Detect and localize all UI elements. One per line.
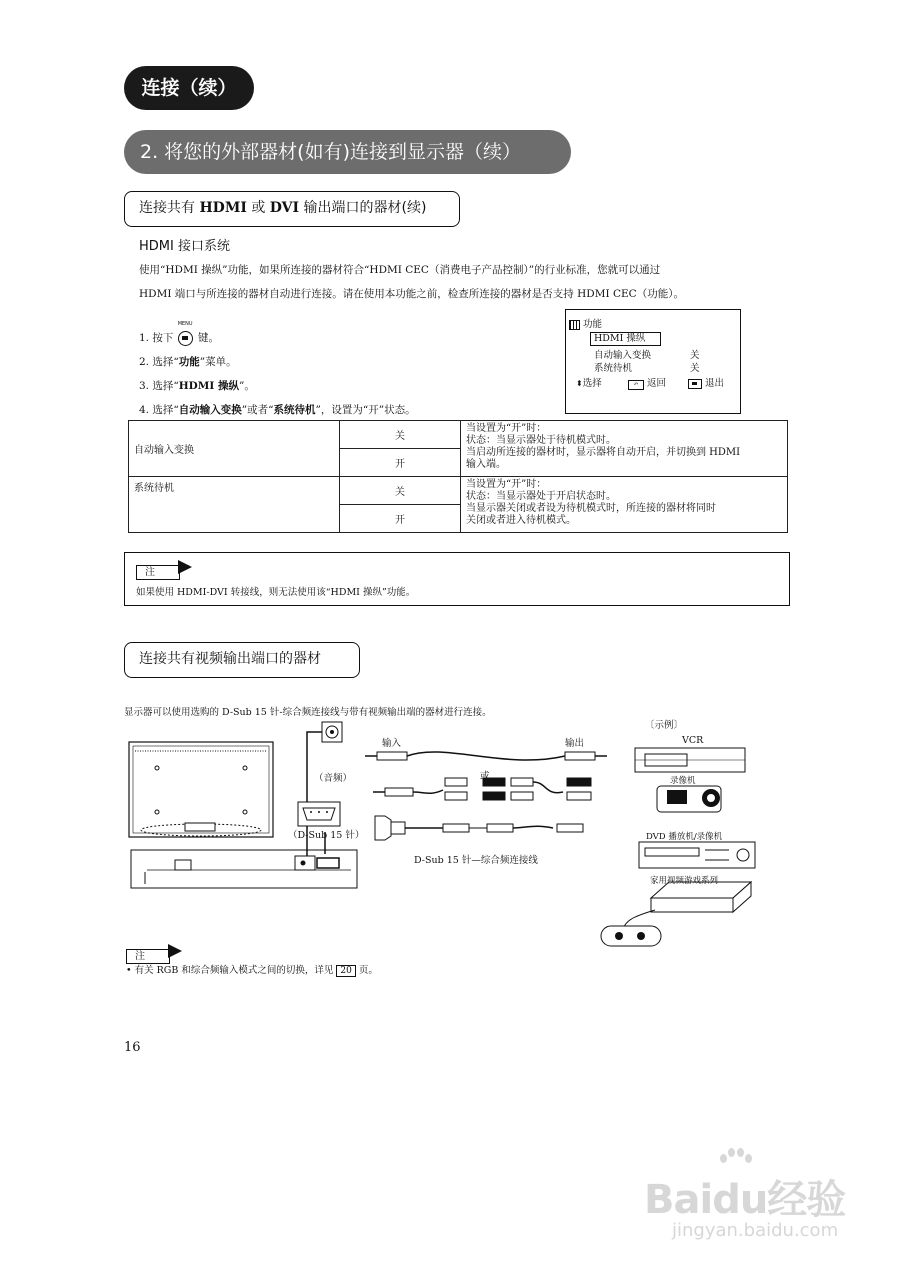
nav-select-label: 选择 xyxy=(582,378,602,389)
step-3-text-post: ”。 xyxy=(238,380,255,392)
example-label: 〔示例〕 xyxy=(645,720,684,731)
step-2 xyxy=(139,354,237,369)
osd-menu-illustration xyxy=(565,309,741,414)
rgb-note xyxy=(126,962,378,977)
step-3-text: 3. 选择“ xyxy=(139,380,179,392)
menu-selected-item: HDMI 操纵 xyxy=(590,332,661,346)
hdmi-note-box xyxy=(124,552,790,606)
heading-hdmi: HDMI xyxy=(199,200,247,216)
output-label: 输出 xyxy=(565,738,585,749)
table-row-2-on: 开 xyxy=(340,505,461,533)
table-row-1-name: 自动输入变换 xyxy=(129,421,340,477)
r1-desc-2: 状态：当显示器处于待机模式时。 xyxy=(466,435,616,446)
menu-key-label: MENU xyxy=(177,321,193,327)
note-tag-1 xyxy=(136,560,180,580)
camcorder-icon xyxy=(657,786,721,812)
r1-desc-4: 输入端。 xyxy=(466,459,506,470)
r2-desc-2: 状态：当显示器处于开启状态时。 xyxy=(466,491,616,502)
return-icon: ↶ xyxy=(628,380,644,390)
input-label: 输入 xyxy=(382,738,402,749)
cable-label: D-Sub 15 针—综合频连接线 xyxy=(414,855,538,866)
menu-row-1-value: 关 xyxy=(690,350,700,361)
step-1-text: 1. 按下 xyxy=(139,332,174,344)
step-4-bold-1: 自动输入变换 xyxy=(178,404,242,416)
step-3-bold: HDMI 操纵 xyxy=(178,380,239,392)
dvd-player-icon xyxy=(639,842,755,868)
r2-desc-1: 当设置为“开”时： xyxy=(466,479,547,490)
table-row-2-name: 系统待机 xyxy=(129,477,340,533)
heading-text-mid: 或 xyxy=(246,200,270,216)
camcorder-label: 录像机 xyxy=(670,776,696,786)
game-console-icon xyxy=(601,882,751,946)
step-1-text-post: 键。 xyxy=(198,332,220,344)
note-text: 如果使用 HDMI-DVI 转接线，则无法使用该“HDMI 操纵”功能。 xyxy=(136,587,416,598)
hdmi-subtitle: HDMI 接口系统 xyxy=(139,239,230,254)
note-arrow-2-icon xyxy=(168,944,182,958)
baidu-paw-icon xyxy=(720,1148,750,1174)
rgb-note-text: • 有关 RGB 和综合频输入模式之间的切换，详见 xyxy=(126,965,334,976)
table-row-1-off: 关 xyxy=(340,421,461,449)
table-row-2-description xyxy=(461,477,788,533)
updown-arrow-icon: ⬍ xyxy=(576,379,583,388)
monitor-bottom-panel-icon xyxy=(131,850,357,888)
step-3 xyxy=(139,378,255,393)
note-tag-2 xyxy=(126,944,170,964)
audio-jack-icon xyxy=(322,722,342,742)
step-2-text: 2. 选择“ xyxy=(139,356,179,368)
menu-nav-back xyxy=(628,375,666,390)
game-label: 家用视频游戏系列 xyxy=(650,876,719,886)
step-4-bold-2: 系统待机 xyxy=(273,404,316,416)
menu-title-row xyxy=(569,316,602,330)
menu-row-2-label: 系统待机 xyxy=(594,363,633,374)
r1-desc-3: 当启动所连接的器材时，显示器将自动开启，并切换到 HDMI xyxy=(466,447,741,458)
page-number: 16 xyxy=(124,1040,141,1055)
vcr-label: VCR xyxy=(682,735,704,746)
rgb-note-text-post: 页。 xyxy=(358,965,378,976)
menu-row-1-label: 自动输入变换 xyxy=(594,350,652,361)
note-arrow-icon xyxy=(178,560,192,574)
heading-text: 连接共有 xyxy=(139,200,200,216)
step-4-text: 4. 选择“ xyxy=(139,404,179,416)
r2-desc-4: 关闭或者进入待机模式。 xyxy=(466,515,576,526)
nav-exit-label: 退出 xyxy=(705,378,725,389)
video-intro: 显示器可以使用选购的 D-Sub 15 针-综合频连接线与带有视频输出端的器材进行连接。 xyxy=(124,707,492,718)
note-tag-label: 注 xyxy=(136,565,180,580)
menu-key-icon xyxy=(177,321,195,346)
menu-nav-exit xyxy=(688,375,724,389)
dsub-composite-cable-icon xyxy=(375,816,583,840)
page-reference-link[interactable]: 20 xyxy=(336,965,355,977)
dsub-connector-icon xyxy=(298,802,340,826)
section-title: 2. 将您的外部器材(如有)连接到显示器（续） xyxy=(140,141,521,163)
function-icon xyxy=(569,320,580,330)
watermark-brand: Baidu经验 xyxy=(644,1177,846,1223)
section-title-bar xyxy=(124,130,571,174)
intro-line-1: 使用“HDMI 操纵”功能，如果所连接的器材符合“HDMI CEC（消费电子产品控制）”的行业标准，您就可以通过 xyxy=(139,264,661,276)
note-tag-2-label: 注 xyxy=(126,949,170,964)
step-4-text-mid: ”或者“ xyxy=(241,404,274,416)
intro-line-2: HDMI 端口与所连接的器材自动进行连接。请在使用本功能之前，检查所连接的器材是否支持 HDMI CEC（功能）。 xyxy=(139,288,684,300)
heading-text-post: 输出端口的器材(续) xyxy=(299,200,427,216)
dvd-label: DVD 播放机/录像机 xyxy=(646,832,723,842)
table-row-2-off: 关 xyxy=(340,477,461,505)
menu-row-2-value: 关 xyxy=(690,363,700,374)
menu-nav-select xyxy=(576,375,602,389)
nav-back-label: 返回 xyxy=(647,378,667,389)
menu-title: 功能 xyxy=(583,319,603,330)
hdmi-control-table xyxy=(128,420,788,533)
step-2-text-post: ”菜单。 xyxy=(199,356,237,368)
heading-dvi: DVI xyxy=(269,200,300,216)
vcr-icon xyxy=(635,748,745,772)
step-2-bold: 功能 xyxy=(178,356,200,368)
menu-button-icon xyxy=(688,379,702,389)
continued-header-pill xyxy=(124,66,254,110)
step-4-text-post: ”，设置为“开”状态。 xyxy=(315,404,416,416)
step-1 xyxy=(139,321,220,346)
or-label: 或 xyxy=(480,771,490,782)
monitor-back-icon xyxy=(129,742,273,837)
dsub-label: （D-Sub 15 针） xyxy=(288,830,365,841)
audio-label: （音频） xyxy=(314,773,353,784)
table-row-1-description xyxy=(461,421,788,477)
watermark-url: jingyan.baidu.com xyxy=(672,1220,839,1241)
table-row-1-on: 开 xyxy=(340,449,461,477)
video-section-heading: 连接共有视频输出端口的器材 xyxy=(124,642,360,678)
r2-desc-3: 当显示器关闭或者设为待机模式时，所连接的器材将同时 xyxy=(466,503,716,514)
step-4 xyxy=(139,402,416,417)
continued-label: 连接（续） xyxy=(141,77,237,99)
r1-desc-1: 当设置为“开”时： xyxy=(466,423,547,434)
audio-cable-icon xyxy=(365,752,607,760)
hdmi-section-heading xyxy=(124,191,460,227)
